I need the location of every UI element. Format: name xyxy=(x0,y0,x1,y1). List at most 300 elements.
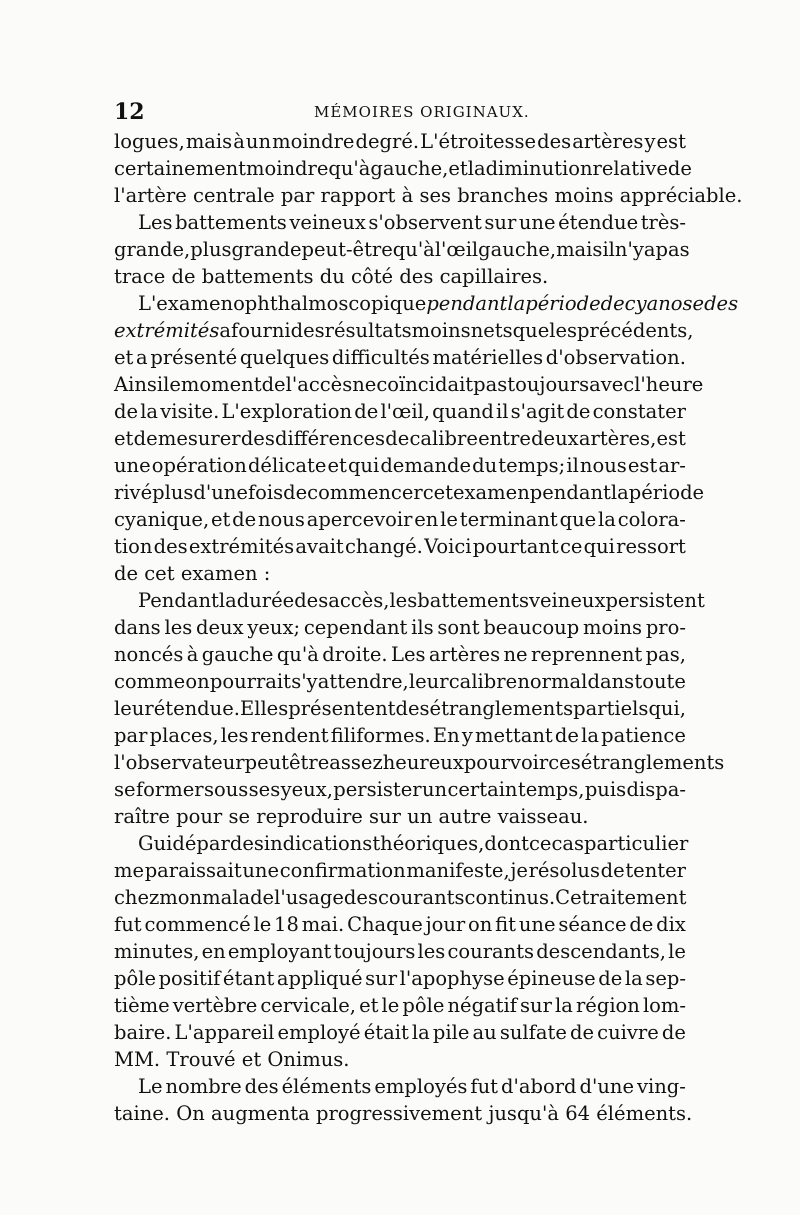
word: des xyxy=(290,319,325,342)
word: de xyxy=(570,1021,595,1044)
word: les xyxy=(389,589,418,612)
word: était xyxy=(363,1021,409,1044)
word: mon xyxy=(159,886,203,909)
word: leur xyxy=(114,697,154,720)
word: la xyxy=(467,157,486,180)
word: Ainsi xyxy=(114,373,164,396)
text-line xyxy=(114,155,692,182)
word: un xyxy=(421,778,448,801)
word: beaucoup xyxy=(483,616,580,639)
paragraph xyxy=(114,128,743,209)
word: ce xyxy=(559,535,583,558)
word: ses xyxy=(248,778,281,801)
text-line xyxy=(114,776,686,803)
word: plus xyxy=(152,481,194,504)
word: sur xyxy=(484,211,517,234)
word: ophthalmoscopique xyxy=(233,292,427,315)
word: de xyxy=(283,481,308,504)
word: descendants, xyxy=(536,940,666,963)
word: Trouvé xyxy=(166,1048,236,1071)
word: et xyxy=(114,427,134,450)
word: centrale xyxy=(193,184,275,207)
word: de xyxy=(354,400,379,423)
word: est xyxy=(656,427,686,450)
word: gauche xyxy=(201,643,274,666)
word: d'une xyxy=(579,1075,635,1098)
word: tième xyxy=(114,994,170,1017)
text-line xyxy=(114,884,686,911)
word: nombre xyxy=(165,1075,242,1098)
word: à xyxy=(401,184,414,207)
word: pourrait xyxy=(209,670,291,693)
word: de xyxy=(661,1021,686,1044)
word: grande, xyxy=(114,238,191,261)
word: la xyxy=(507,292,526,315)
page-header xyxy=(114,98,686,126)
word: en xyxy=(201,940,226,963)
word: pendant xyxy=(529,481,611,504)
word: accès, xyxy=(328,589,390,612)
word: continus. xyxy=(464,886,556,909)
word: avec xyxy=(589,373,635,396)
word: rendent xyxy=(250,724,329,747)
word: mai. xyxy=(301,913,345,936)
text-line xyxy=(114,317,694,344)
word: branches xyxy=(457,184,549,207)
word: une xyxy=(518,913,556,936)
word: puis xyxy=(584,778,627,801)
text-line xyxy=(114,641,686,668)
word: entre xyxy=(478,427,531,450)
word: paraissait xyxy=(144,859,242,882)
word: artères xyxy=(428,643,501,666)
paragraph xyxy=(114,209,690,290)
word: confirmation xyxy=(279,859,406,882)
text-line xyxy=(114,371,704,398)
page-number: 12 xyxy=(114,99,145,125)
word: courants xyxy=(447,940,535,963)
word: malade xyxy=(202,886,275,909)
word: des xyxy=(244,1075,279,1098)
word: On xyxy=(176,1102,205,1125)
word: trace xyxy=(114,265,166,288)
word: temps; xyxy=(498,454,566,477)
word: moins xyxy=(583,616,643,639)
word: Le xyxy=(138,1075,163,1098)
word: constater xyxy=(592,400,686,423)
word: n'y xyxy=(614,238,644,261)
word: le xyxy=(163,373,181,396)
word: côté xyxy=(351,265,394,288)
word: capillaires. xyxy=(439,265,549,288)
text-line xyxy=(114,533,686,560)
word: des xyxy=(537,130,572,153)
word: ressort xyxy=(616,535,686,558)
word: battements xyxy=(175,211,287,234)
word: étranglements xyxy=(580,751,725,774)
word: et xyxy=(359,994,379,1017)
word: ils xyxy=(411,616,434,639)
word: d'abord xyxy=(501,1075,577,1098)
text-line xyxy=(114,749,725,776)
word: dispa- xyxy=(626,778,686,801)
text-line xyxy=(114,695,686,722)
word: sulfate xyxy=(499,1021,567,1044)
word: certain xyxy=(447,778,518,801)
word: En xyxy=(432,724,460,747)
word: a xyxy=(219,319,231,342)
word: grande xyxy=(231,238,302,261)
word: pas xyxy=(473,373,508,396)
word: extrémités xyxy=(188,535,295,558)
word: L'examen xyxy=(138,292,234,315)
word: des xyxy=(229,832,264,855)
word: coïncidait xyxy=(376,373,474,396)
word: résultats xyxy=(324,319,412,342)
word: veineux xyxy=(289,211,366,234)
word: mais xyxy=(185,130,233,153)
paragraph xyxy=(114,1073,693,1127)
word: présentent xyxy=(288,697,396,720)
word: le xyxy=(381,994,400,1017)
word: délicate xyxy=(247,454,327,477)
word: places, xyxy=(149,724,219,747)
word: appliqué xyxy=(276,967,363,990)
word: de xyxy=(598,967,623,990)
word: dont xyxy=(484,832,529,855)
word: y xyxy=(644,130,656,153)
word: très- xyxy=(640,211,686,234)
word: je xyxy=(510,859,528,882)
text-line xyxy=(114,803,686,830)
word: me xyxy=(114,859,145,882)
word: théoriques, xyxy=(372,832,485,855)
word: rapport xyxy=(320,184,396,207)
word: moins xyxy=(554,184,614,207)
word: vertèbre xyxy=(172,994,258,1017)
word: cyanique, xyxy=(114,508,210,531)
word: s'agit xyxy=(510,400,565,423)
text-line xyxy=(114,425,686,452)
word: reproduire xyxy=(256,805,363,828)
word: sur xyxy=(365,967,398,990)
word: moins xyxy=(411,319,471,342)
word: des xyxy=(153,535,188,558)
word: persistent xyxy=(605,589,705,612)
word: voir xyxy=(509,751,549,774)
word: s'observent xyxy=(368,211,482,234)
text-line xyxy=(114,911,686,938)
word: négatif xyxy=(447,994,517,1017)
word: yeux; xyxy=(247,616,301,639)
word: les xyxy=(549,319,578,342)
word: reprennent xyxy=(530,643,643,666)
word: une xyxy=(242,859,280,882)
word: L'exploration xyxy=(221,400,353,423)
word: l'artère xyxy=(114,184,187,207)
word: calibre xyxy=(448,670,518,693)
word: 18 xyxy=(274,913,299,936)
word: de xyxy=(566,400,591,423)
word: Voici xyxy=(424,535,472,558)
word: la xyxy=(411,1021,430,1044)
word: de xyxy=(600,859,625,882)
word: comme xyxy=(114,670,186,693)
word: les xyxy=(417,940,446,963)
body-text xyxy=(114,128,743,1127)
word: Les xyxy=(391,643,426,666)
word: augmenta xyxy=(211,1102,310,1125)
word: des xyxy=(294,589,329,612)
word: une xyxy=(114,454,151,477)
word: est xyxy=(627,454,658,477)
word: noncés xyxy=(114,643,184,666)
word: mettant xyxy=(475,724,553,747)
word: pas xyxy=(655,238,690,261)
word: pour xyxy=(463,751,510,774)
word: des xyxy=(395,697,430,720)
word: artères xyxy=(572,130,644,153)
word: opération xyxy=(151,454,247,477)
word: cyanose xyxy=(624,292,705,315)
word: de xyxy=(385,427,410,450)
word: qu'à xyxy=(276,643,319,666)
word: employés xyxy=(374,1075,468,1098)
word: a xyxy=(643,238,656,261)
word: il xyxy=(566,454,579,477)
word: étendue xyxy=(558,211,639,234)
word: degré. xyxy=(355,130,420,153)
word: difficultés xyxy=(331,346,430,369)
word: se xyxy=(228,805,251,828)
word: qui, xyxy=(648,697,686,720)
word: minutes, xyxy=(114,940,200,963)
word: baire. xyxy=(114,1021,172,1044)
word: cet xyxy=(144,562,175,585)
word: cuivre xyxy=(597,1021,659,1044)
word: des xyxy=(343,886,378,909)
word: tion xyxy=(114,535,153,558)
word: Elles xyxy=(239,697,289,720)
word: appréciable. xyxy=(619,184,743,207)
word: employant xyxy=(227,940,332,963)
word: des xyxy=(240,427,275,450)
word: de xyxy=(554,724,579,747)
word: fut xyxy=(114,913,142,936)
word: épineuse xyxy=(507,967,596,990)
word: par xyxy=(280,184,315,207)
word: la xyxy=(581,724,599,747)
text-line xyxy=(114,452,686,479)
word: période xyxy=(628,481,705,504)
word: à xyxy=(186,643,199,666)
word: filiformes. xyxy=(330,724,431,747)
word: dans xyxy=(114,616,161,639)
word: battements xyxy=(201,265,314,288)
word: calibre xyxy=(409,427,478,450)
word: il xyxy=(602,238,615,261)
word: s'y xyxy=(291,670,318,693)
text-line xyxy=(114,965,686,992)
text-line xyxy=(114,992,686,1019)
word: Chaque xyxy=(347,913,423,936)
word: et xyxy=(448,157,468,180)
word: éléments. xyxy=(596,1102,693,1125)
word: de xyxy=(114,400,139,423)
word: vaisseau. xyxy=(497,805,589,828)
word: et xyxy=(210,508,231,531)
text-line xyxy=(114,614,686,641)
word: la xyxy=(140,400,159,423)
word: L'appareil xyxy=(174,1021,275,1044)
word: yeux, xyxy=(280,778,333,801)
word: artères, xyxy=(578,427,657,450)
word: étant xyxy=(222,967,275,990)
word: deux xyxy=(196,616,244,639)
word: et xyxy=(241,1048,262,1071)
word: cependant xyxy=(303,616,408,639)
word: il xyxy=(496,400,509,423)
word: ne xyxy=(503,643,528,666)
text-line xyxy=(114,479,705,506)
text-line xyxy=(114,560,686,587)
word: l'œil xyxy=(434,238,479,261)
word: pôle xyxy=(114,967,156,990)
word: heureux xyxy=(382,751,464,774)
word: terminant xyxy=(459,508,558,531)
word: les xyxy=(220,724,249,747)
text-line xyxy=(114,290,739,317)
word: jusqu'à xyxy=(488,1102,559,1125)
word: Pendant xyxy=(138,589,219,612)
word: un xyxy=(407,805,433,828)
word: fut xyxy=(470,1075,499,1098)
word: l'apophyse xyxy=(399,967,505,990)
word: de xyxy=(667,157,692,180)
word: droite. xyxy=(322,643,388,666)
word: gauche, xyxy=(370,157,449,180)
word: étendue. xyxy=(153,697,240,720)
running-title: MÉMOIRES ORIGINAUX. xyxy=(314,103,530,121)
word: de xyxy=(629,913,654,936)
word: gauche, xyxy=(478,238,557,261)
word: nets xyxy=(470,319,513,342)
word: diminution xyxy=(485,157,593,180)
word: d'une xyxy=(193,481,248,504)
word: colora- xyxy=(617,508,686,531)
word: cervicale, xyxy=(260,994,356,1017)
word: autre xyxy=(438,805,492,828)
word: un xyxy=(245,130,272,153)
word: leur xyxy=(408,670,449,693)
word: fit xyxy=(495,913,517,936)
word: ces xyxy=(548,751,581,774)
word: apercevoir xyxy=(306,508,413,531)
word: raître xyxy=(114,805,170,828)
word: la xyxy=(624,967,643,990)
text-line xyxy=(114,1073,686,1100)
word: positif xyxy=(158,967,221,990)
word: à xyxy=(233,130,245,153)
word: nous xyxy=(579,454,627,477)
word: ce xyxy=(528,832,552,855)
word: une xyxy=(518,211,556,234)
word: séance xyxy=(558,913,627,936)
word: des xyxy=(399,265,434,288)
word: le xyxy=(668,940,686,963)
word: peut-être xyxy=(301,238,393,261)
word: qu'à xyxy=(328,157,371,180)
word: rivé xyxy=(114,481,153,504)
word: l'usage xyxy=(274,886,344,909)
word: que xyxy=(512,319,550,342)
word: courants xyxy=(377,886,465,909)
word: a xyxy=(136,346,148,369)
word: l'accès xyxy=(285,373,353,396)
word: avait xyxy=(295,535,344,558)
word: période xyxy=(525,292,601,315)
word: durée xyxy=(236,589,295,612)
word: le xyxy=(253,913,272,936)
word: normal xyxy=(517,670,588,693)
word: qui xyxy=(583,535,615,558)
word: traitement xyxy=(581,886,687,909)
word: attendre, xyxy=(317,670,409,693)
word: pile xyxy=(432,1021,470,1044)
word: les xyxy=(164,616,193,639)
text-line xyxy=(114,236,690,263)
word: 64 xyxy=(565,1102,591,1125)
word: l'observateur xyxy=(114,751,245,774)
word: examen xyxy=(453,481,530,504)
word: relative xyxy=(592,157,668,180)
text-line xyxy=(114,506,686,533)
word: lom- xyxy=(642,994,686,1017)
word: battements xyxy=(417,589,529,612)
text-line xyxy=(114,587,705,614)
word: du xyxy=(472,454,498,477)
word: temps, xyxy=(517,778,585,801)
word: extrémités xyxy=(114,319,220,342)
word: toujours xyxy=(507,373,590,396)
word: MM. xyxy=(114,1048,161,1071)
word: tenter xyxy=(625,859,686,882)
word: de xyxy=(114,562,139,585)
word: jour xyxy=(425,913,466,936)
word: deux xyxy=(531,427,579,450)
word: sur xyxy=(369,805,401,828)
word: sur xyxy=(520,994,552,1017)
word: Onimus. xyxy=(267,1048,350,1071)
text-line xyxy=(114,182,743,209)
text-line xyxy=(114,722,686,749)
word: certainement xyxy=(114,157,247,180)
word: veineux xyxy=(529,589,606,612)
word: pourtant xyxy=(472,535,559,558)
word: assez xyxy=(329,751,383,774)
paragraph xyxy=(114,290,739,587)
word: partiels xyxy=(573,697,649,720)
word: commencer xyxy=(307,481,423,504)
text-line xyxy=(114,263,686,290)
word: indications xyxy=(263,832,373,855)
word: précédents, xyxy=(577,319,694,342)
word: l'heure xyxy=(634,373,704,396)
word: région xyxy=(575,994,640,1017)
word: ar- xyxy=(658,454,686,477)
word: quand xyxy=(432,400,494,423)
word: l'œil, xyxy=(380,400,430,423)
